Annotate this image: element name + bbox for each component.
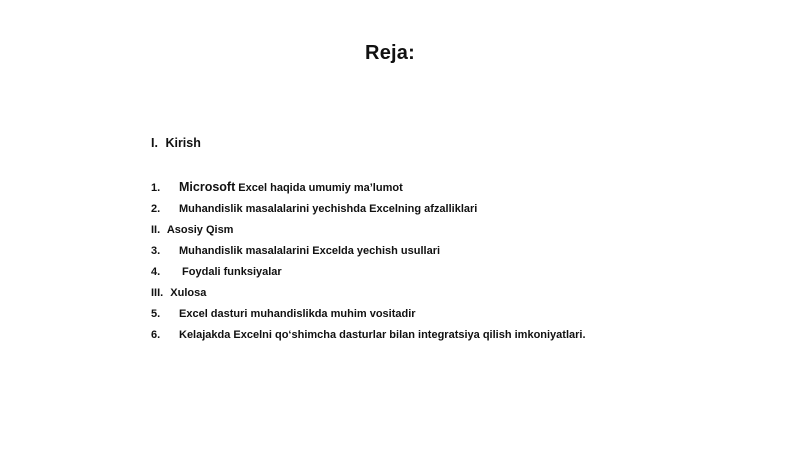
item-number: 6. (151, 329, 161, 341)
item-label: Muhandislik masalalarini yechishda Excelning afzalliklari (179, 203, 478, 215)
slide-title: Reja: (365, 42, 415, 64)
item-number: 1. (151, 182, 161, 194)
item-number: 5. (151, 308, 161, 320)
list-item-1 (151, 180, 403, 195)
list-item-3 (151, 244, 440, 258)
section-number: I. (151, 136, 158, 150)
section-asosiy-qism (151, 223, 233, 237)
section-label: Kirish (165, 136, 201, 150)
item-label: Excel dasturi muhandislikda muhim vositadir (179, 308, 416, 320)
section-label: Xulosa (170, 287, 207, 299)
item-label: Muhandislik masalalarini Excelda yechish usullari (179, 245, 441, 257)
section-number: II. (151, 224, 161, 236)
list-item-4 (151, 265, 282, 279)
item-number: 4. (151, 266, 161, 278)
section-xulosa (151, 286, 206, 300)
list-item-5 (151, 307, 416, 321)
item-label: Kelajakda Excelni qo‘shimcha dasturlar bilan integratsiya qilish imkoniyatlari. (179, 329, 586, 341)
item-number: 3. (151, 245, 161, 257)
section-label: Asosiy Qism (166, 224, 234, 236)
item-label-rest: Excel haqida umumiy ma’lumot (235, 182, 403, 194)
section-kirish (151, 136, 201, 150)
item-number: 2. (151, 203, 161, 215)
list-item-2 (151, 202, 477, 216)
item-label: Foydali funksiyalar (179, 266, 282, 278)
list-item-6 (151, 328, 586, 342)
item-label-first-word: Microsoft (179, 180, 236, 194)
section-number: III. (151, 287, 164, 299)
